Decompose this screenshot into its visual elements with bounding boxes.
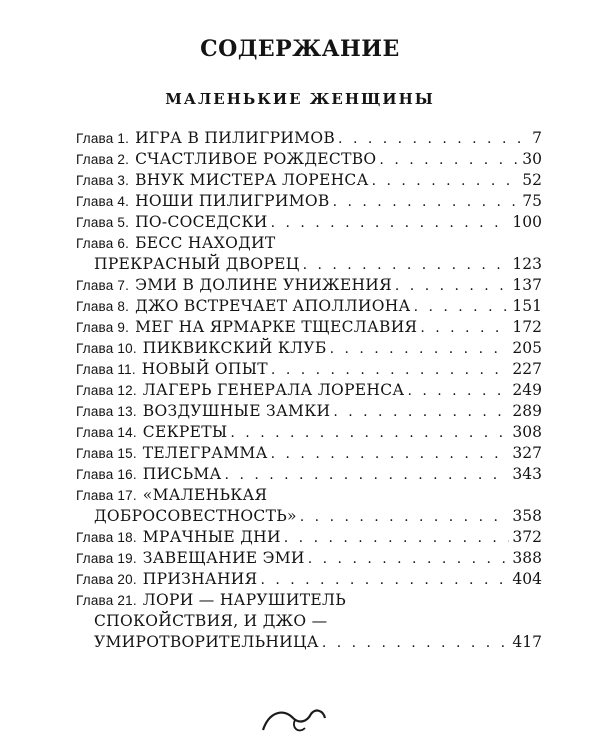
chapter-label: Глава 17. <box>76 488 137 503</box>
toc-entry-continuation <box>76 506 542 527</box>
toc-entry-line <box>76 590 542 611</box>
dot-leader <box>372 171 520 192</box>
dot-leader <box>303 255 510 276</box>
toc-entry-line <box>76 275 542 296</box>
chapter-label: Глава 12. <box>76 383 137 398</box>
toc-entry <box>76 317 542 338</box>
dot-leader <box>284 528 510 549</box>
page-number: 100 <box>512 213 542 231</box>
chapter-label: Глава 4. <box>76 194 130 209</box>
chapter-title: ПО-СОСЕДСКИ <box>135 213 268 231</box>
toc-entry <box>76 275 542 296</box>
chapter-title: НОВЫЙ ОПЫТ <box>141 360 268 378</box>
dot-leader <box>260 570 509 591</box>
toc-entry <box>76 128 542 149</box>
toc-entry-line <box>76 485 542 506</box>
page-number: 358 <box>512 507 542 525</box>
dot-leader <box>333 192 520 213</box>
page-number: 308 <box>512 423 542 441</box>
toc-entry <box>76 191 542 212</box>
toc-entry <box>76 590 542 653</box>
dot-leader <box>271 360 509 381</box>
page-number: 75 <box>522 192 542 210</box>
chapter-label: Глава 3. <box>76 173 130 188</box>
toc-entry <box>76 380 542 401</box>
dot-leader <box>333 402 509 423</box>
dot-leader <box>271 213 510 234</box>
chapter-title: ПРЕКРАСНЫЙ ДВОРЕЦ <box>94 255 300 273</box>
toc-entry-continuation <box>76 611 542 632</box>
toc-entry-line <box>76 548 542 569</box>
chapter-label: Глава 13. <box>76 404 137 419</box>
chapter-title: НОШИ ПИЛИГРИМОВ <box>135 192 330 210</box>
chapter-title: МРАЧНЫЕ ДНИ <box>142 528 281 546</box>
dot-leader <box>300 507 510 528</box>
dot-leader <box>271 444 510 465</box>
chapter-title: «МАЛЕНЬКАЯ <box>142 486 268 504</box>
toc-entry-line <box>76 338 542 359</box>
page-number: 30 <box>522 150 542 168</box>
chapter-label: Глава 2. <box>76 152 130 167</box>
page-number: 327 <box>512 444 542 462</box>
chapter-label: Глава 20. <box>76 572 137 587</box>
chapter-title: ИГРА В ПИЛИГРИМОВ <box>135 129 336 147</box>
chapter-title: ПРИЗНАНИЯ <box>142 570 258 588</box>
page-number: 417 <box>512 633 542 651</box>
toc-entry-line <box>76 464 542 485</box>
page-number: 123 <box>512 255 542 273</box>
toc-entry-line <box>76 212 542 233</box>
chapter-label: Глава 1. <box>76 131 130 146</box>
page-number: 205 <box>512 339 542 357</box>
chapter-title: ЭМИ В ДОЛИНЕ УНИЖЕНИЯ <box>135 276 392 294</box>
page-number: 404 <box>512 570 542 588</box>
toc-entry-line <box>76 149 542 170</box>
toc-entry <box>76 548 542 569</box>
chapter-label: Глава 5. <box>76 215 130 230</box>
dot-leader <box>330 339 510 360</box>
page-number: 7 <box>532 129 542 147</box>
chapter-label: Глава 21. <box>76 593 137 608</box>
decorative-flourish-icon <box>255 700 335 740</box>
toc-entry-line <box>76 527 542 548</box>
toc-entry <box>76 527 542 548</box>
toc-entry <box>76 233 542 275</box>
chapter-label: Глава 14. <box>76 425 137 440</box>
dot-leader <box>420 318 509 339</box>
toc-entry-line <box>76 233 542 254</box>
dot-leader <box>395 276 510 297</box>
page-number: 151 <box>512 297 542 315</box>
toc-entry <box>76 359 542 380</box>
chapter-label: Глава 6. <box>76 236 130 251</box>
toc-entry <box>76 170 542 191</box>
page-number: 227 <box>512 360 542 378</box>
toc-entry <box>76 212 542 233</box>
toc-entry-line <box>76 296 542 317</box>
page-number: 372 <box>512 528 542 546</box>
toc-entry <box>76 338 542 359</box>
page-number: 137 <box>512 276 542 294</box>
toc-entry-line <box>76 443 542 464</box>
chapter-title: ЗАВЕЩАНИЕ ЭМИ <box>142 549 305 567</box>
page-number: 52 <box>522 171 542 189</box>
chapter-label: Глава 16. <box>76 467 137 482</box>
dot-leader <box>414 297 510 318</box>
toc-entry-line <box>76 380 542 401</box>
chapter-title: ДОБРОСОВЕСТНОСТЬ» <box>94 507 297 525</box>
chapter-title: ТЕЛЕГРАММА <box>142 444 268 462</box>
chapter-title: МЕГ НА ЯРМАРКЕ ТЩЕСЛАВИЯ <box>135 318 418 336</box>
toc-entry-line <box>76 317 542 338</box>
chapter-label: Глава 8. <box>76 299 130 314</box>
toc-entry-line <box>76 128 542 149</box>
chapter-title: БЕСС НАХОДИТ <box>135 234 276 252</box>
toc-entry-line <box>76 401 542 422</box>
toc-entry <box>76 401 542 422</box>
dot-leader <box>230 423 509 444</box>
page-number: 289 <box>512 402 542 420</box>
chapter-label: Глава 11. <box>76 362 136 377</box>
dot-leader <box>308 549 510 570</box>
dot-leader <box>225 465 510 486</box>
toc-entry <box>76 485 542 527</box>
toc-entry-line <box>76 191 542 212</box>
page-number: 172 <box>512 318 542 336</box>
toc-entry-continuation <box>76 254 542 275</box>
dot-leader <box>407 381 509 402</box>
chapter-title: ПИКВИКСКИЙ КЛУБ <box>142 339 327 357</box>
toc-entry <box>76 569 542 590</box>
chapter-label: Глава 10. <box>76 341 137 356</box>
toc-entry <box>76 443 542 464</box>
chapter-label: Глава 18. <box>76 530 137 545</box>
chapter-label: Глава 19. <box>76 551 137 566</box>
toc-entry-line <box>76 422 542 443</box>
chapter-label: Глава 7. <box>76 278 130 293</box>
table-of-contents <box>76 128 542 653</box>
chapter-title: УМИРОТВОРИТЕЛЬНИЦА <box>94 633 319 651</box>
chapter-label: Глава 9. <box>76 320 130 335</box>
chapter-title: СПОКОЙСТВИЯ, И ДЖО — <box>94 612 328 630</box>
chapter-title: ВОЗДУШНЫЕ ЗАМКИ <box>142 402 331 420</box>
chapter-title: ЛОРИ — НАРУШИТЕЛЬ <box>142 591 346 609</box>
toc-entry <box>76 464 542 485</box>
toc-entry <box>76 422 542 443</box>
dot-leader <box>322 633 510 654</box>
dot-leader <box>338 129 529 150</box>
chapter-title: ПИСЬМА <box>142 465 222 483</box>
chapter-title: ДЖО ВСТРЕЧАЕТ АПОЛЛИОНА <box>135 297 411 315</box>
dot-leader <box>379 150 519 171</box>
toc-entry-continuation <box>76 632 542 653</box>
chapter-title: СЕКРЕТЫ <box>142 423 228 441</box>
toc-entry-line <box>76 569 542 590</box>
toc-entry-line <box>76 170 542 191</box>
chapter-title: ВНУК МИСТЕРА ЛОРЕНСА <box>135 171 369 189</box>
toc-entry-line <box>76 359 542 380</box>
page-number: 388 <box>512 549 542 567</box>
toc-entry <box>76 296 542 317</box>
toc-entry <box>76 149 542 170</box>
chapter-title: ЛАГЕРЬ ГЕНЕРАЛА ЛОРЕНСА <box>142 381 405 399</box>
page-title: СОДЕРЖАНИЕ <box>200 36 400 62</box>
book-title: МАЛЕНЬКИЕ ЖЕНЩИНЫ <box>165 90 435 108</box>
page-number: 343 <box>512 465 542 483</box>
chapter-label: Глава 15. <box>76 446 137 461</box>
page-number: 249 <box>512 381 542 399</box>
chapter-title: СЧАСТЛИВОЕ РОЖДЕСТВО <box>135 150 377 168</box>
